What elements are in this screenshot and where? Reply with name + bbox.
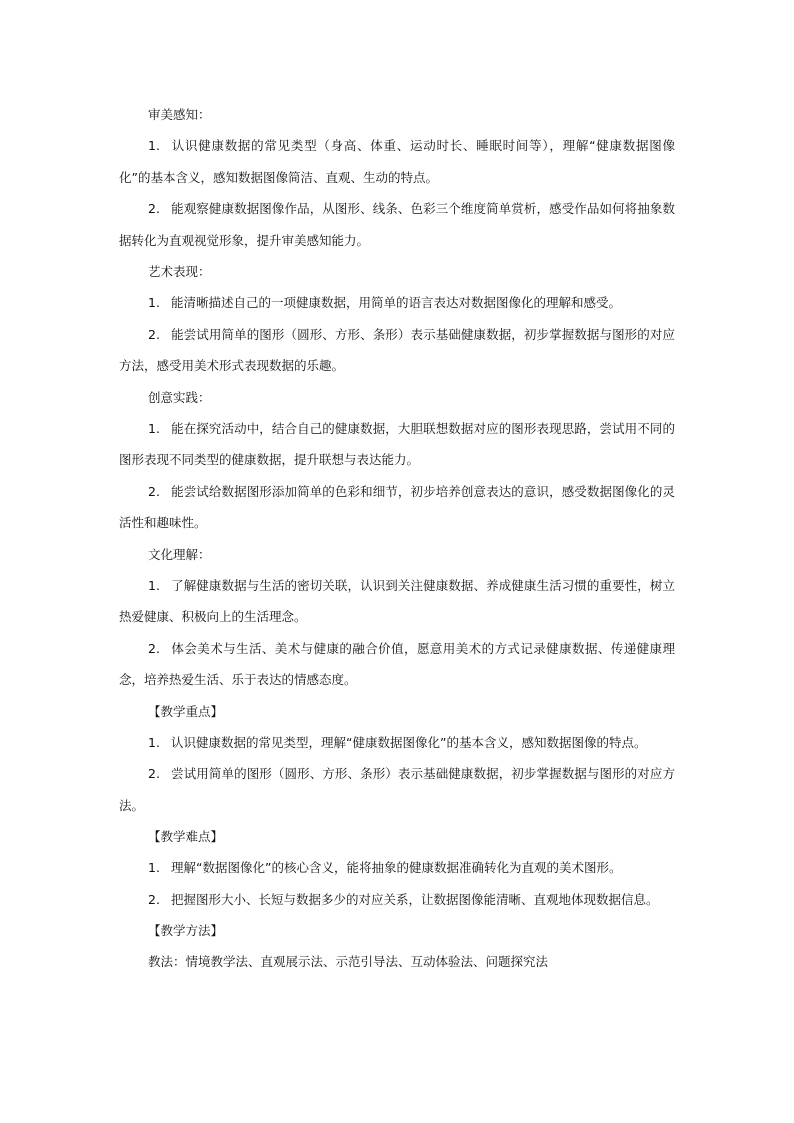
list-item (119, 633, 675, 696)
document-body (119, 99, 675, 978)
item-text: 把握图形大小、长短与数据多少的对应关系，让数据图像能清晰、直观地体现数据信息。 (171, 891, 659, 907)
list-item (119, 946, 675, 978)
item-text: 能尝试用简单的图形（圆形、方形、条形）表示基础健康数据，初步掌握数据与图形的对应方法，感受用美术形式表现数据的乐趣。 (119, 326, 675, 373)
item-number: 2. (148, 640, 160, 656)
item-number: 2. (148, 766, 160, 781)
item-number: 2. (148, 201, 160, 216)
item-text: 理解“数据图像化”的核心含义，能将抽象的健康数据准确转化为直观的美术图形。 (171, 860, 622, 875)
list-item (119, 758, 675, 821)
item-text: 尝试用简单的图形（圆形、方形、条形）表示基础健康数据，初步掌握数据与图形的对应方法。 (119, 766, 675, 813)
list-item (119, 319, 675, 382)
list-item (119, 193, 675, 256)
item-text: 体会美术与生活、美术与健康的融合价值，愿意用美术的方式记录健康数据、传递健康理念，培养热爱生活、乐于表达的情感态度。 (119, 640, 675, 687)
section-heading-expression: 艺术表现： (148, 264, 211, 279)
item-number: 2. (148, 891, 160, 907)
list-item (119, 570, 675, 633)
list-item (119, 884, 675, 916)
section-heading-key-points: 【教学重点】 (148, 703, 224, 719)
section-heading-difficulties: 【教学难点】 (148, 829, 224, 844)
list-item (119, 852, 675, 884)
section-heading-methods: 【教学方法】 (148, 923, 224, 938)
item-text: 能观察健康数据图像作品，从图形、线条、色彩三个维度简单赏析，感受作品如何将抽象数据转化为直观视觉形象，提升审美感知能力。 (119, 201, 675, 248)
list-item (119, 413, 675, 476)
list-item (119, 130, 675, 193)
item-text: 能在探究活动中，结合自己的健康数据，大胆联想数据对应的图形表现思路，尝试用不同的图形表现不同类型的健康数据，提升联想与表达能力。 (119, 420, 675, 467)
item-number: 1. (148, 860, 160, 875)
item-text: 认识健康数据的常见类型（身高、体重、运动时长、睡眠时间等），理解“健康数据图像化”的基本含义，感知数据图像简洁、直观、生动的特点。 (119, 138, 675, 185)
section-heading-culture: 文化理解： (148, 546, 211, 562)
item-text: 能尝试给数据图形添加简单的色彩和细节，初步培养创意表达的意识，感受数据图像化的灵活性和趣味性。 (119, 483, 675, 530)
list-item (119, 476, 675, 539)
item-number: 2. (148, 483, 160, 499)
item-number: 1. (148, 295, 160, 310)
item-number: 1. (148, 420, 160, 436)
item-text: 教法：情境教学法、直观展示法、示范引导法、互动体验法、问题探究法 (148, 954, 549, 969)
list-item (119, 727, 675, 759)
item-number: 2. (148, 326, 160, 342)
item-number: 1. (148, 138, 160, 153)
item-text: 认识健康数据的常见类型，理解“健康数据图像化”的基本含义，感知数据图像的特点。 (171, 734, 647, 750)
list-item (119, 287, 675, 319)
item-number: 1. (148, 734, 160, 750)
item-number: 1. (148, 577, 160, 593)
section-heading-aesthetic: 审美感知： (148, 107, 211, 122)
item-text: 能清晰描述自己的一项健康数据，用简单的语言表达对数据图像化的理解和感受。 (171, 295, 622, 310)
section-heading-creative: 创意实践： (148, 389, 211, 405)
item-text: 了解健康数据与生活的密切关联，认识到关注健康数据、养成健康生活习惯的重要性，树立热爱健康、积极向上的生活理念。 (119, 577, 675, 624)
